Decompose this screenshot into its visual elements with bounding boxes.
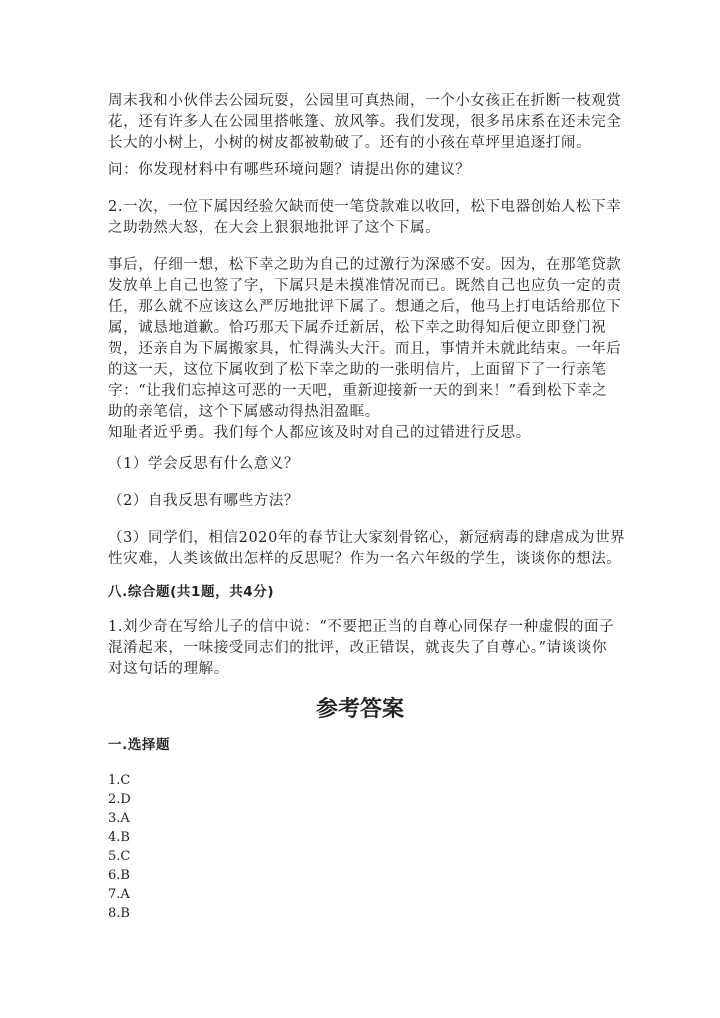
text-line: 之助勃然大怒，在大会上狠狠地批评了这个下属。 [108, 220, 441, 236]
answer-item: 4.B [108, 830, 130, 845]
text-line: 发放单上自己也签了字，下属只是未摸准情况而已。既然自己也应负一定的责 [108, 278, 622, 294]
text-line: 字：“让我们忘掉这可恶的一天吧，重新迎接新一天的到来！”看到松下幸之 [108, 383, 608, 399]
text-line: 1.刘少奇在写给儿子的信中说：“不要把正当的自尊心同保存一种虚假的面子 [108, 619, 615, 635]
text-line: （3）同学们，相信2020年的春节让大家刻骨铭心，新冠病毒的肆虐成为世界 [108, 530, 626, 546]
text-line: 性灾难，人类该做出怎样的反思呢？作为一名六年级的学生，谈谈你的想法。 [108, 551, 622, 567]
text-line: 花，还有许多人在公园里搭帐篷、放风筝。我们发现，很多吊床系在还未完全 [108, 114, 622, 130]
answer-item: 2.D [108, 792, 131, 807]
answer-item: 5.C [108, 849, 131, 864]
text-line: 的这一天，这位下属收到了松下幸之助的一张明信片，上面留下了一行亲笔 [108, 362, 607, 378]
text-line: （2）自我反思有哪些方法？ [108, 493, 300, 509]
text-line: 周末我和小伙伴去公园玩耍，公园里可真热闹，一个小女孩正在折断一枝观赏 [108, 93, 622, 109]
section-heading: 八.综合题(共1题，共4分) [108, 584, 275, 600]
text-line: 知耻者近乎勇。我们每个人都应该及时对自己的过错进行反思。 [108, 425, 531, 441]
answer-item: 7.A [108, 887, 130, 902]
answer-item: 3.A [108, 811, 130, 826]
answer-item: 8.B [108, 906, 130, 921]
answer-title: 参考答案 [315, 697, 404, 722]
text-line: 问：你发现材料中有哪些环境问题？请提出你的建议？ [108, 162, 471, 178]
section-heading: 一.选择题 [108, 737, 171, 753]
text-line: 混淆起来，一味接受同志们的批评，改正错误，就丧失了自尊心。”请谈谈你 [108, 640, 608, 656]
text-line: （1）学会反思有什么意义？ [108, 456, 300, 472]
answer-item: 1.C [108, 773, 131, 788]
text-line: 事后，仔细一想，松下幸之助为自己的过激行为深感不安。因为，在那笔贷款 [108, 257, 622, 273]
text-line: 长大的小树上，小树的树皮都被勒破了。还有的小孩在草坪里追逐打闹。 [108, 135, 592, 151]
text-line: 助的亲笔信，这个下属感动得热泪盈眶。 [108, 404, 380, 420]
text-line: 贺，还亲自为下属搬家具，忙得满头大汗。而且，事情并未就此结束。一年后 [108, 341, 622, 357]
text-line: 对这句话的理解。 [108, 661, 229, 677]
answer-item: 6.B [108, 868, 130, 883]
text-line: 任，那么就不应该这么严厉地批评下属了。想通之后，他马上打电话给那位下 [108, 299, 622, 315]
text-line: 属，诚恳地道歉。恰巧那天下属乔迁新居，松下幸之助得知后便立即登门祝 [108, 320, 607, 336]
text-line: 2.一次，一位下属因经验欠缺而使一笔贷款难以收回，松下电器创始人松下幸 [108, 199, 622, 215]
